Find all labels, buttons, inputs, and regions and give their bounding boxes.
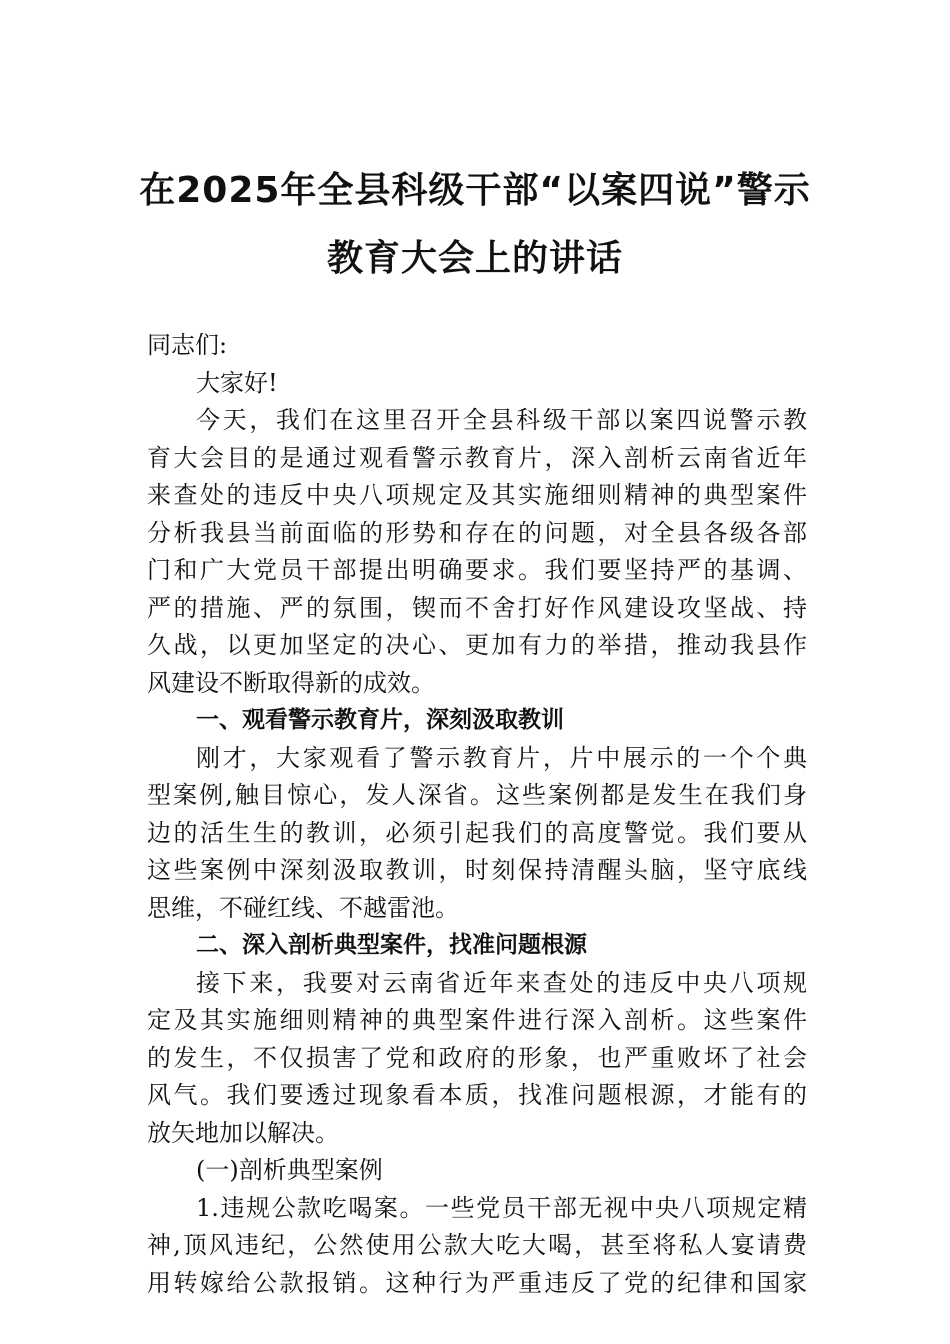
text-line: 分析我县当前面临的形势和存在的问题，对全县各级各部 [147,518,807,547]
text-line: 型案例,触目惊心，发人深省。这些案例都是发生在我们身 [147,781,807,809]
text-line: 定及其实施细则精神的典型案件进行深入剖析。这些案件 [147,1006,807,1034]
document-body [147,327,807,1302]
text-line: 边的活生生的教训，必须引起我们的高度警觉。我们要从 [147,818,807,847]
text-line: 严的措施、严的氛围，锲而不舍打好作风建设攻坚战、持 [147,593,807,622]
text-line: 门和广大党员干部提出明确要求。我们要坚持严的基调、 [147,556,807,584]
text-line: 这些案例中深刻汲取教训，时刻保持清醒头脑，坚守底线 [147,856,807,884]
text-line: 风建设不断取得新的成效。 [147,668,435,697]
text-line: 来查处的违反中央八项规定及其实施细则精神的典型案件 [147,481,807,509]
text-line: 接下来，我要对云南省近年来查处的违反中央八项规 [196,968,807,997]
text-line: 育大会目的是通过观看警示教育片，深入剖析云南省近年 [147,443,807,472]
text-line: 放矢地加以解决。 [147,1118,339,1147]
text-line: 久战，以更加坚定的决心、更加有力的举措，推动我县作 [147,631,807,659]
text-line: 思维，不碰红线、不越雷池。 [147,893,459,922]
text-line: 同志们: [147,331,228,359]
text-line: 用转嫁给公款报销。这种行为严重违反了党的纪律和国家 [147,1268,807,1297]
document-title-line-2: 教育大会上的讲话 [326,238,623,279]
text-line: 神,顶风违纪，公然使用公款大吃大喝，甚至将私人宴请费 [147,1231,807,1259]
text-line: (一)剖析典型案例 [196,1156,383,1184]
text-line: 大家好! [196,368,278,397]
text-line: 风气。我们要透过现象看本质，找准问题根源，才能有的 [147,1081,807,1109]
document-title-line-1: 在2025年全县科级干部“以案四说”警示 [139,170,811,211]
text-line: 刚才，大家观看了警示教育片，片中展示的一个个典 [196,743,807,772]
section-heading: 一、观看警示教育片，深刻汲取教训 [196,707,564,733]
text-line: 今天，我们在这里召开全县科级干部以案四说警示教 [196,406,807,434]
section-heading: 二、深入剖析典型案件，找准问题根源 [196,932,587,958]
text-line: 1.违规公款吃喝案。一些党员干部无视中央八项规定精 [196,1193,807,1222]
text-line: 的发生，不仅损害了党和政府的形象，也严重败坏了社会 [147,1043,807,1072]
